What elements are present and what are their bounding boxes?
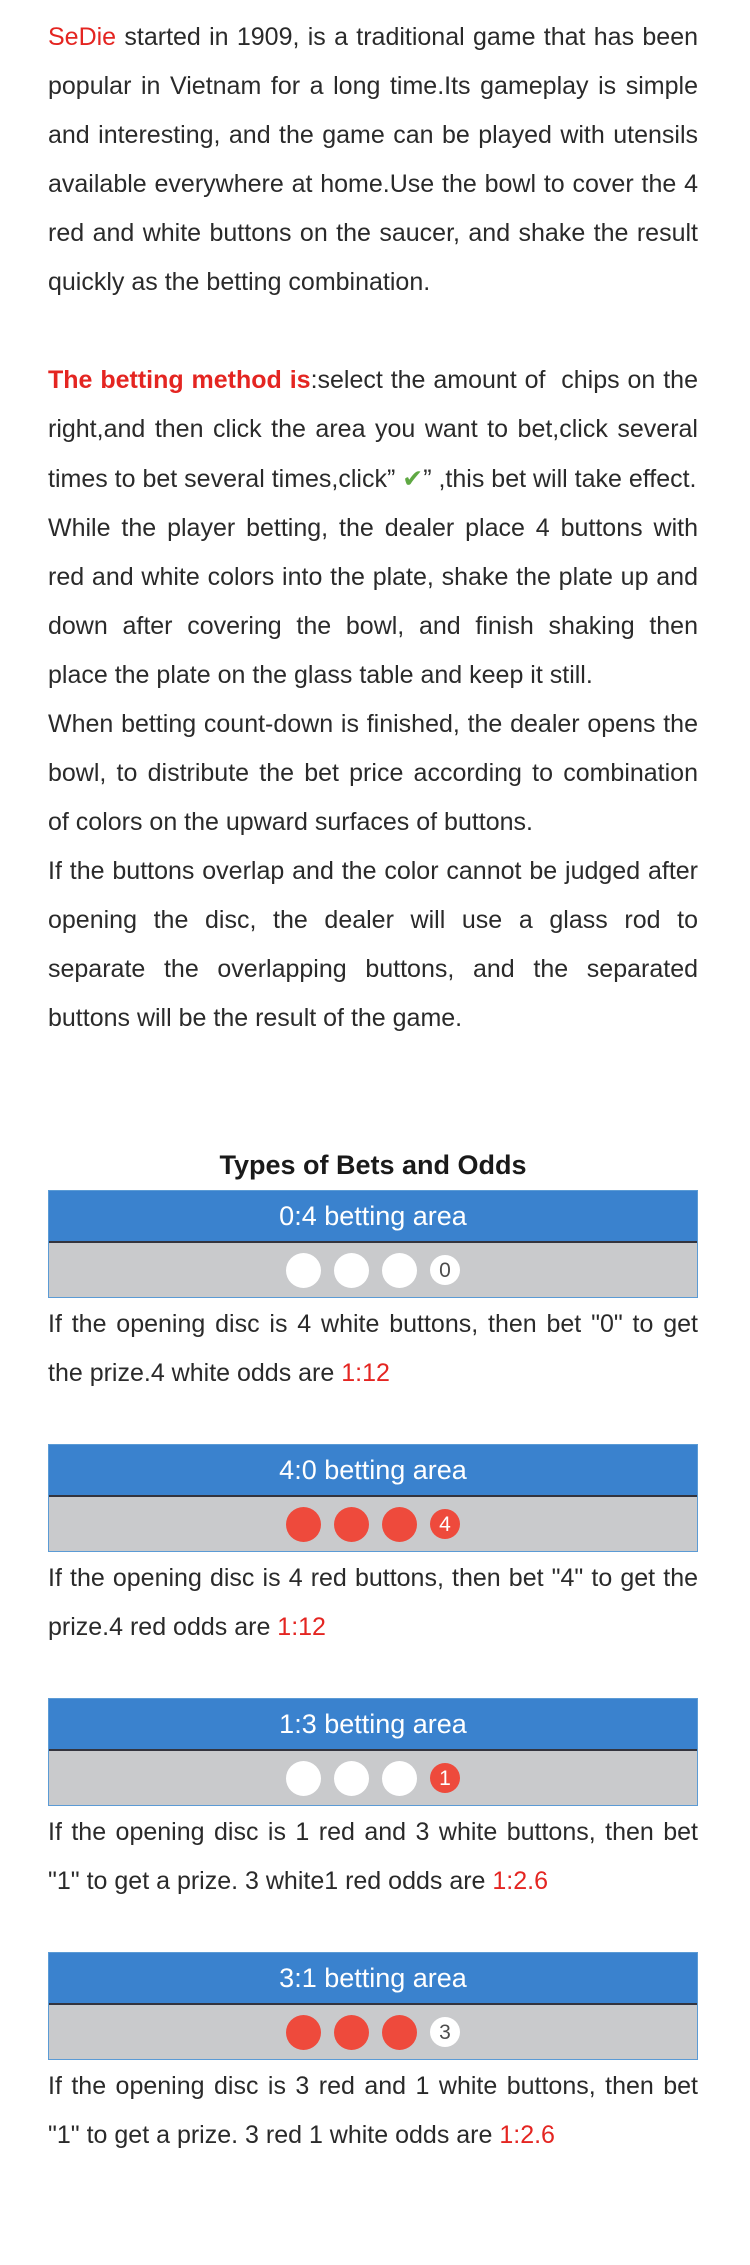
bet-description xyxy=(48,1554,698,1652)
bet-description xyxy=(48,1300,698,1398)
bet-area-1-3 xyxy=(48,1698,698,1906)
bet-desc-text: If the opening disc is 1 red and 3 white buttons, then bet "1" to get a prize. 3 white1 red odds are xyxy=(48,1818,698,1895)
bet-table xyxy=(48,1698,698,1806)
white-button-chip: 3 xyxy=(430,2017,460,2047)
bet-description xyxy=(48,1808,698,1906)
odds-value: 1:12 xyxy=(277,1613,326,1641)
gameplay-paragraph-2: When betting count-down is finished, the dealer opens the bowl, to distribute the bet price according to combination of colors on the upward surfaces of buttons. xyxy=(48,710,698,836)
bet-area-4-0 xyxy=(48,1444,698,1652)
betting-method-paragraph xyxy=(48,356,698,504)
chip-row xyxy=(49,1243,697,1297)
odds-value: 1:2.6 xyxy=(499,2121,555,2149)
white-button-chip xyxy=(286,1253,321,1288)
bet-description xyxy=(48,2062,698,2160)
bet-table xyxy=(48,1190,698,1298)
white-button-chip xyxy=(382,1253,417,1288)
white-button-chip xyxy=(334,1761,369,1796)
bet-desc-text: If the opening disc is 4 white buttons, then bet "0" to get the prize.4 white odds are xyxy=(48,1310,698,1387)
chip-row xyxy=(49,1751,697,1805)
red-button-chip xyxy=(382,2015,417,2050)
odds-value: 1:2.6 xyxy=(492,1867,549,1895)
gameplay-paragraph-3: If the buttons overlap and the color cannot be judged after opening the disc, the dealer will use a glass rod to separate the overlapping buttons, and the separated buttons will be the result of the game. xyxy=(48,857,698,1032)
method-text-after: ” ,this bet will take effect. xyxy=(423,465,697,493)
intro-text: started in 1909, is a traditional game that has been popular in Vietnam for a long time.Its gameplay is simple and interesting, and the game can be played with utensils available everywhere at home.Use the bowl to cover the 4 red and white buttons on the saucer, and shake the result quickly as the betting combination. xyxy=(48,23,698,296)
bet-area-header: 0:4 betting area xyxy=(49,1191,697,1243)
red-button-chip xyxy=(286,2015,321,2050)
chip-row xyxy=(49,1497,697,1551)
bet-table xyxy=(48,1444,698,1552)
white-button-chip xyxy=(286,1761,321,1796)
bet-desc-text: If the opening disc is 3 red and 1 white buttons, then bet "1" to get a prize. 3 red 1 white odds are xyxy=(48,2072,698,2149)
bet-table xyxy=(48,1952,698,2060)
red-button-chip: 1 xyxy=(430,1763,460,1793)
white-button-chip: 0 xyxy=(430,1255,460,1285)
bet-area-header: 3:1 betting area xyxy=(49,1953,697,2005)
bet-area-header: 4:0 betting area xyxy=(49,1445,697,1497)
white-button-chip xyxy=(382,1761,417,1796)
red-button-chip xyxy=(334,2015,369,2050)
betting-method-lead: The betting method is xyxy=(48,366,311,394)
bet-area-0-4 xyxy=(48,1190,698,1398)
chip-row xyxy=(49,2005,697,2059)
odds-value: 1:12 xyxy=(341,1359,390,1387)
section-title: Types of Bets and Odds xyxy=(219,1150,527,1180)
gameplay-paragraph-1: While the player betting, the dealer place 4 buttons with red and white colors into the plate, shake the plate up and down after covering the bowl, and finish shaking then place the plate on the glass table and keep it still. xyxy=(48,514,698,689)
game-name: SeDie xyxy=(48,23,117,51)
white-button-chip xyxy=(334,1253,369,1288)
intro-paragraph xyxy=(48,13,698,307)
bet-desc-text: If the opening disc is 4 red buttons, then bet "4" to get the prize.4 red odds are xyxy=(48,1564,698,1641)
bet-area-header: 1:3 betting area xyxy=(49,1699,697,1751)
red-button-chip: 4 xyxy=(430,1509,460,1539)
checkmark-icon: ✔ xyxy=(402,464,424,493)
bet-area-3-1 xyxy=(48,1952,698,2160)
red-button-chip xyxy=(382,1507,417,1542)
red-button-chip xyxy=(286,1507,321,1542)
method-text-before: :select the amount of chips on the right,and then click the area you want to bet,click several times to bet several times,click” xyxy=(48,366,698,493)
red-button-chip xyxy=(334,1507,369,1542)
